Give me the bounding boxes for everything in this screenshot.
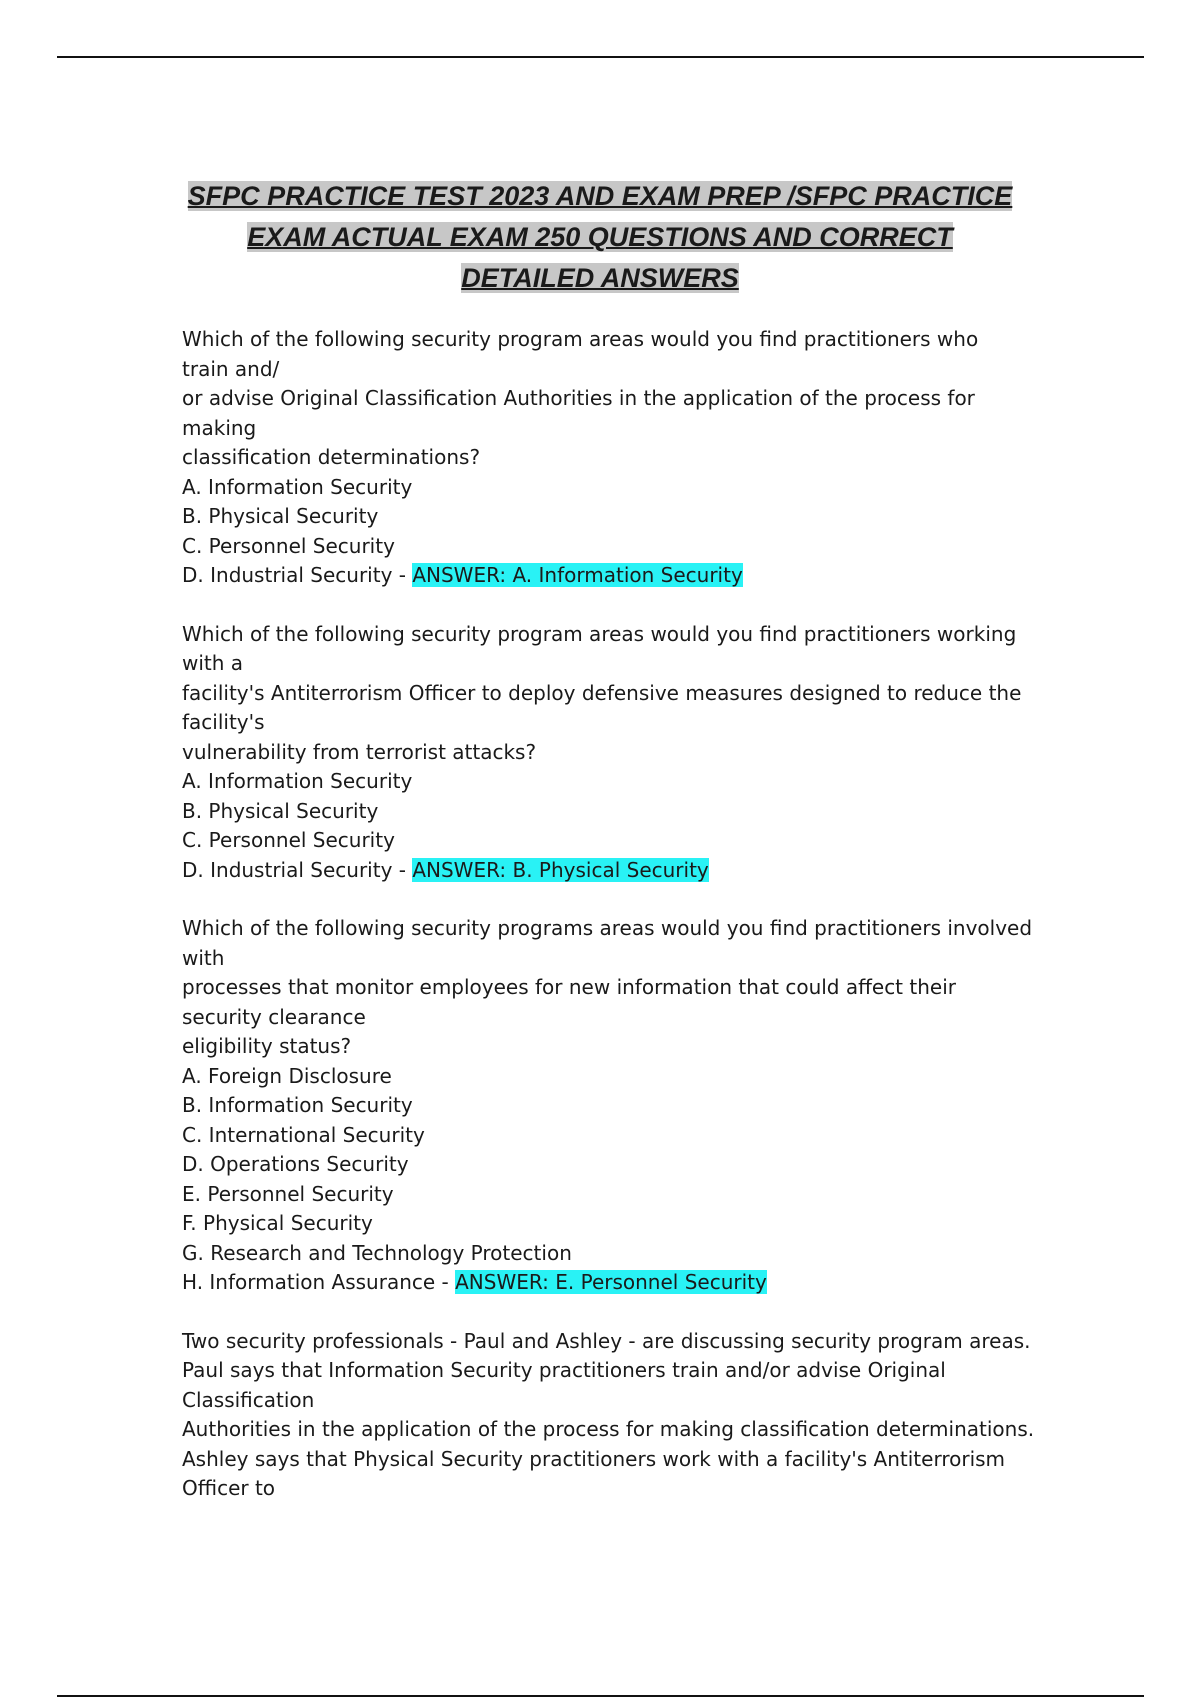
answer-option: A. Information Security — [182, 474, 413, 499]
answer-option: C. Personnel Security — [182, 533, 395, 558]
question-stem-line: Which of the following security program areas would you find practitioners who — [182, 327, 979, 351]
question-stem-line: train and/ — [182, 356, 280, 381]
answer-option: D. Operations Security — [182, 1152, 409, 1176]
answer-option: A. Information Security — [182, 769, 413, 793]
question-stem-line: processes that monitor employees for new information that could affect their — [182, 975, 956, 999]
title-line: DETAILED ANSWERS — [461, 263, 739, 293]
highlighted-answer: ANSWER: E. Personnel Security — [455, 1270, 767, 1294]
answer-option: A. Foreign Disclosure — [182, 1063, 392, 1088]
question-stem-line: security clearance — [182, 1004, 366, 1029]
question-stem-line: Officer to — [182, 1476, 276, 1500]
answer-option: B. Physical Security — [182, 798, 379, 823]
question-block — [182, 325, 1032, 591]
question-stem-line: or advise Original Classification Authorities in the application of the process for — [182, 386, 975, 410]
page-top-rule — [57, 56, 1144, 58]
highlighted-answer: ANSWER: A. Information Security — [412, 563, 743, 587]
question-stem-line: classification determinations? — [182, 445, 481, 469]
question-stem-line: facility's Antiterrorism Officer to deploy defensive measures designed to reduce the — [182, 680, 1022, 705]
highlighted-answer: ANSWER: B. Physical Security — [412, 857, 709, 882]
question-stem-line: eligibility status? — [182, 1034, 352, 1058]
question-stem-line: vulnerability from terrorist attacks? — [182, 739, 537, 764]
answer-option: B. Information Security — [182, 1093, 413, 1117]
question-block — [182, 914, 1032, 1298]
document-title — [150, 176, 1050, 299]
question-stem-line: Ashley says that Physical Security practitioners work with a facility's Antiterrorism — [182, 1446, 1006, 1471]
answer-option: E. Personnel Security — [182, 1181, 394, 1206]
answer-option: D. Industrial Security - — [182, 857, 406, 882]
question-stem-line: facility's — [182, 710, 265, 734]
question-stem-line: Which of the following security programs areas would you find practitioners involved — [182, 916, 1033, 940]
question-stem-line: with — [182, 945, 225, 970]
answer-option: H. Information Assurance - — [182, 1270, 449, 1294]
question-stem-line: making — [182, 415, 257, 440]
title-line: EXAM ACTUAL EXAM 250 QUESTIONS AND CORRECT — [247, 222, 953, 252]
answer-option: D. Industrial Security - — [182, 563, 406, 587]
answer-option: B. Physical Security — [182, 504, 379, 528]
page-bottom-rule — [57, 1695, 1144, 1697]
answer-option: F. Physical Security — [182, 1211, 373, 1235]
question-stem-line: with a — [182, 651, 244, 675]
question-stem-line: Authorities in the application of the process for making classification determinations. — [182, 1417, 1035, 1441]
question-stem-line: Which of the following security program areas would you find practitioners working — [182, 621, 1017, 646]
question-stem-line: Classification — [182, 1387, 315, 1412]
answer-option-with-answer — [182, 856, 1032, 886]
answer-option-with-answer — [182, 561, 1032, 591]
question-block — [182, 620, 1032, 886]
question-stem-line: Paul says that Information Security practitioners train and/or advise Original — [182, 1358, 946, 1382]
title-line: SFPC PRACTICE TEST 2023 AND EXAM PREP /SFPC PRACTICE — [187, 181, 1013, 211]
answer-option: C. International Security — [182, 1122, 425, 1147]
answer-option-with-answer — [182, 1268, 1032, 1298]
answer-option: C. Personnel Security — [182, 828, 395, 852]
document-body — [182, 325, 1035, 1504]
answer-option: G. Research and Technology Protection — [182, 1240, 572, 1265]
question-stem-line: Two security professionals - Paul and Ashley - are discussing security program areas. — [182, 1328, 1031, 1353]
question-block — [182, 1327, 1035, 1504]
